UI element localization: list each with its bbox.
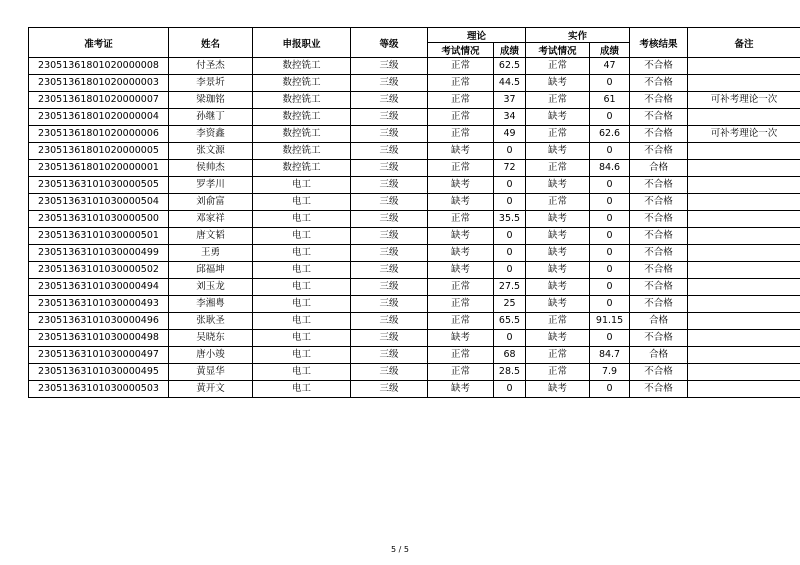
cell-theory-status: 缺考 bbox=[428, 330, 494, 347]
cell-remark bbox=[688, 177, 800, 194]
cell-practice-score: 0 bbox=[590, 211, 630, 228]
cell-name: 唐小竣 bbox=[169, 347, 253, 364]
cell-practice-score: 0 bbox=[590, 296, 630, 313]
cell-theory-score: 0 bbox=[494, 262, 526, 279]
header-level: 等级 bbox=[351, 28, 428, 58]
cell-theory-status: 正常 bbox=[428, 296, 494, 313]
cell-name: 孙继丁 bbox=[169, 109, 253, 126]
cell-remark bbox=[688, 279, 800, 296]
cell-id: 23051361801020000006 bbox=[29, 126, 169, 143]
cell-practice-score: 0 bbox=[590, 228, 630, 245]
cell-theory-score: 0 bbox=[494, 177, 526, 194]
cell-theory-score: 62.5 bbox=[494, 58, 526, 75]
cell-name: 刘玉龙 bbox=[169, 279, 253, 296]
table-row bbox=[29, 330, 800, 347]
cell-level: 三级 bbox=[351, 75, 428, 92]
cell-result: 不合格 bbox=[630, 245, 688, 262]
cell-name: 李湘粤 bbox=[169, 296, 253, 313]
cell-practice-score: 0 bbox=[590, 109, 630, 126]
table-row bbox=[29, 211, 800, 228]
cell-remark bbox=[688, 313, 800, 330]
table-row bbox=[29, 58, 800, 75]
cell-practice-status: 正常 bbox=[526, 58, 590, 75]
cell-theory-status: 缺考 bbox=[428, 228, 494, 245]
cell-level: 三级 bbox=[351, 347, 428, 364]
table-row bbox=[29, 194, 800, 211]
cell-practice-score: 0 bbox=[590, 245, 630, 262]
cell-result: 合格 bbox=[630, 160, 688, 177]
cell-practice-score: 61 bbox=[590, 92, 630, 109]
cell-occupation: 电工 bbox=[253, 228, 351, 245]
cell-theory-status: 正常 bbox=[428, 313, 494, 330]
cell-practice-status: 缺考 bbox=[526, 177, 590, 194]
cell-theory-status: 正常 bbox=[428, 160, 494, 177]
cell-result: 不合格 bbox=[630, 126, 688, 143]
cell-theory-status: 缺考 bbox=[428, 262, 494, 279]
cell-theory-status: 缺考 bbox=[428, 381, 494, 398]
cell-practice-score: 91.15 bbox=[590, 313, 630, 330]
cell-practice-score: 0 bbox=[590, 381, 630, 398]
cell-occupation: 电工 bbox=[253, 262, 351, 279]
cell-theory-score: 28.5 bbox=[494, 364, 526, 381]
cell-result: 不合格 bbox=[630, 381, 688, 398]
cell-practice-status: 缺考 bbox=[526, 143, 590, 160]
cell-level: 三级 bbox=[351, 296, 428, 313]
cell-occupation: 电工 bbox=[253, 381, 351, 398]
cell-practice-status: 缺考 bbox=[526, 279, 590, 296]
cell-name: 吴晓东 bbox=[169, 330, 253, 347]
table-row bbox=[29, 313, 800, 330]
cell-id: 23051361801020000008 bbox=[29, 58, 169, 75]
cell-practice-status: 缺考 bbox=[526, 296, 590, 313]
cell-remark bbox=[688, 347, 800, 364]
table-row bbox=[29, 364, 800, 381]
cell-practice-status: 缺考 bbox=[526, 109, 590, 126]
cell-theory-score: 0 bbox=[494, 143, 526, 160]
cell-occupation: 电工 bbox=[253, 364, 351, 381]
cell-level: 三级 bbox=[351, 143, 428, 160]
table-row bbox=[29, 296, 800, 313]
cell-level: 三级 bbox=[351, 58, 428, 75]
cell-name: 邱福坤 bbox=[169, 262, 253, 279]
cell-theory-score: 0 bbox=[494, 228, 526, 245]
cell-level: 三级 bbox=[351, 177, 428, 194]
cell-theory-score: 37 bbox=[494, 92, 526, 109]
cell-name: 张耿圣 bbox=[169, 313, 253, 330]
header-practice: 实作 bbox=[526, 28, 630, 43]
cell-practice-status: 正常 bbox=[526, 194, 590, 211]
cell-id: 23051363101030000498 bbox=[29, 330, 169, 347]
cell-remark bbox=[688, 262, 800, 279]
cell-level: 三级 bbox=[351, 262, 428, 279]
cell-id: 23051363101030000503 bbox=[29, 381, 169, 398]
table-row bbox=[29, 262, 800, 279]
cell-practice-score: 0 bbox=[590, 330, 630, 347]
table-row bbox=[29, 347, 800, 364]
cell-practice-status: 正常 bbox=[526, 364, 590, 381]
cell-occupation: 电工 bbox=[253, 211, 351, 228]
cell-practice-score: 0 bbox=[590, 194, 630, 211]
cell-occupation: 数控铣工 bbox=[253, 58, 351, 75]
cell-occupation: 数控铣工 bbox=[253, 126, 351, 143]
table-row bbox=[29, 75, 800, 92]
cell-name: 黄开文 bbox=[169, 381, 253, 398]
cell-remark bbox=[688, 194, 800, 211]
cell-result: 不合格 bbox=[630, 177, 688, 194]
cell-practice-status: 缺考 bbox=[526, 75, 590, 92]
cell-remark bbox=[688, 58, 800, 75]
cell-theory-status: 缺考 bbox=[428, 177, 494, 194]
cell-practice-status: 缺考 bbox=[526, 262, 590, 279]
cell-occupation: 电工 bbox=[253, 279, 351, 296]
cell-id: 23051363101030000505 bbox=[29, 177, 169, 194]
header-occupation: 申报职业 bbox=[253, 28, 351, 58]
cell-level: 三级 bbox=[351, 126, 428, 143]
cell-theory-score: 65.5 bbox=[494, 313, 526, 330]
cell-level: 三级 bbox=[351, 313, 428, 330]
cell-name: 李资鑫 bbox=[169, 126, 253, 143]
table-row bbox=[29, 126, 800, 143]
header-theory-status: 考试情况 bbox=[428, 43, 494, 58]
cell-theory-status: 缺考 bbox=[428, 143, 494, 160]
cell-theory-status: 正常 bbox=[428, 126, 494, 143]
cell-occupation: 电工 bbox=[253, 296, 351, 313]
cell-level: 三级 bbox=[351, 228, 428, 245]
header-name: 姓名 bbox=[169, 28, 253, 58]
cell-remark bbox=[688, 330, 800, 347]
cell-name: 付圣杰 bbox=[169, 58, 253, 75]
cell-id: 23051363101030000496 bbox=[29, 313, 169, 330]
cell-theory-score: 44.5 bbox=[494, 75, 526, 92]
cell-id: 23051363101030000500 bbox=[29, 211, 169, 228]
cell-remark bbox=[688, 245, 800, 262]
table-row bbox=[29, 177, 800, 194]
table-row bbox=[29, 143, 800, 160]
cell-result: 不合格 bbox=[630, 279, 688, 296]
cell-theory-status: 正常 bbox=[428, 58, 494, 75]
cell-theory-status: 正常 bbox=[428, 211, 494, 228]
cell-id: 23051363101030000499 bbox=[29, 245, 169, 262]
cell-practice-status: 正常 bbox=[526, 160, 590, 177]
table-row bbox=[29, 245, 800, 262]
cell-remark bbox=[688, 75, 800, 92]
cell-occupation: 电工 bbox=[253, 313, 351, 330]
cell-id: 23051361801020000004 bbox=[29, 109, 169, 126]
cell-remark bbox=[688, 109, 800, 126]
cell-theory-score: 25 bbox=[494, 296, 526, 313]
cell-result: 不合格 bbox=[630, 109, 688, 126]
cell-theory-score: 35.5 bbox=[494, 211, 526, 228]
cell-practice-status: 缺考 bbox=[526, 211, 590, 228]
cell-theory-score: 0 bbox=[494, 330, 526, 347]
cell-remark bbox=[688, 143, 800, 160]
cell-result: 不合格 bbox=[630, 262, 688, 279]
results-table bbox=[28, 27, 800, 398]
cell-practice-score: 62.6 bbox=[590, 126, 630, 143]
cell-id: 23051363101030000501 bbox=[29, 228, 169, 245]
table-row bbox=[29, 381, 800, 398]
cell-occupation: 数控铣工 bbox=[253, 92, 351, 109]
cell-theory-score: 34 bbox=[494, 109, 526, 126]
cell-theory-score: 49 bbox=[494, 126, 526, 143]
cell-practice-status: 缺考 bbox=[526, 245, 590, 262]
cell-theory-score: 0 bbox=[494, 245, 526, 262]
cell-result: 不合格 bbox=[630, 194, 688, 211]
cell-level: 三级 bbox=[351, 109, 428, 126]
cell-occupation: 电工 bbox=[253, 330, 351, 347]
cell-id: 23051363101030000504 bbox=[29, 194, 169, 211]
cell-name: 黄显华 bbox=[169, 364, 253, 381]
table-row bbox=[29, 228, 800, 245]
cell-level: 三级 bbox=[351, 279, 428, 296]
cell-theory-status: 缺考 bbox=[428, 245, 494, 262]
cell-remark bbox=[688, 364, 800, 381]
cell-result: 合格 bbox=[630, 347, 688, 364]
cell-id: 23051363101030000494 bbox=[29, 279, 169, 296]
cell-id: 23051363101030000493 bbox=[29, 296, 169, 313]
cell-theory-status: 缺考 bbox=[428, 194, 494, 211]
cell-id: 23051363101030000495 bbox=[29, 364, 169, 381]
cell-id: 23051363101030000497 bbox=[29, 347, 169, 364]
cell-practice-status: 正常 bbox=[526, 313, 590, 330]
cell-name: 梁珈铭 bbox=[169, 92, 253, 109]
cell-remark bbox=[688, 228, 800, 245]
cell-id: 23051361801020000003 bbox=[29, 75, 169, 92]
cell-occupation: 电工 bbox=[253, 177, 351, 194]
cell-result: 不合格 bbox=[630, 211, 688, 228]
cell-level: 三级 bbox=[351, 160, 428, 177]
cell-result: 不合格 bbox=[630, 92, 688, 109]
header-remark: 备注 bbox=[688, 28, 800, 58]
cell-practice-score: 84.6 bbox=[590, 160, 630, 177]
cell-practice-score: 0 bbox=[590, 177, 630, 194]
table-row bbox=[29, 109, 800, 126]
cell-remark bbox=[688, 296, 800, 313]
cell-occupation: 电工 bbox=[253, 194, 351, 211]
cell-result: 不合格 bbox=[630, 75, 688, 92]
cell-name: 邓家祥 bbox=[169, 211, 253, 228]
cell-name: 张文源 bbox=[169, 143, 253, 160]
cell-practice-score: 84.7 bbox=[590, 347, 630, 364]
cell-id: 23051361801020000005 bbox=[29, 143, 169, 160]
cell-practice-status: 正常 bbox=[526, 347, 590, 364]
cell-level: 三级 bbox=[351, 245, 428, 262]
cell-practice-score: 7.9 bbox=[590, 364, 630, 381]
cell-theory-score: 0 bbox=[494, 194, 526, 211]
cell-occupation: 数控铣工 bbox=[253, 143, 351, 160]
cell-remark bbox=[688, 160, 800, 177]
cell-practice-score: 0 bbox=[590, 262, 630, 279]
header-practice-score: 成绩 bbox=[590, 43, 630, 58]
cell-theory-status: 正常 bbox=[428, 347, 494, 364]
header-id: 准考证 bbox=[29, 28, 169, 58]
page-number: 5 / 5 bbox=[391, 545, 409, 554]
cell-result: 不合格 bbox=[630, 143, 688, 160]
header-practice-status: 考试情况 bbox=[526, 43, 590, 58]
cell-result: 合格 bbox=[630, 313, 688, 330]
header-theory: 理论 bbox=[428, 28, 526, 43]
cell-occupation: 数控铣工 bbox=[253, 160, 351, 177]
cell-remark bbox=[688, 381, 800, 398]
cell-practice-status: 正常 bbox=[526, 126, 590, 143]
cell-result: 不合格 bbox=[630, 296, 688, 313]
cell-theory-status: 正常 bbox=[428, 279, 494, 296]
cell-theory-status: 正常 bbox=[428, 109, 494, 126]
cell-level: 三级 bbox=[351, 330, 428, 347]
cell-name: 罗孝川 bbox=[169, 177, 253, 194]
cell-occupation: 数控铣工 bbox=[253, 109, 351, 126]
cell-occupation: 电工 bbox=[253, 245, 351, 262]
cell-level: 三级 bbox=[351, 92, 428, 109]
cell-theory-score: 0 bbox=[494, 381, 526, 398]
cell-name: 唐文韬 bbox=[169, 228, 253, 245]
cell-theory-status: 正常 bbox=[428, 92, 494, 109]
cell-practice-score: 0 bbox=[590, 75, 630, 92]
header-result: 考核结果 bbox=[630, 28, 688, 58]
cell-id: 23051363101030000502 bbox=[29, 262, 169, 279]
cell-practice-score: 0 bbox=[590, 143, 630, 160]
cell-result: 不合格 bbox=[630, 364, 688, 381]
cell-remark bbox=[688, 211, 800, 228]
table-row bbox=[29, 279, 800, 296]
cell-name: 侯帅杰 bbox=[169, 160, 253, 177]
cell-result: 不合格 bbox=[630, 58, 688, 75]
cell-name: 刘俞富 bbox=[169, 194, 253, 211]
cell-practice-status: 缺考 bbox=[526, 228, 590, 245]
cell-practice-status: 缺考 bbox=[526, 381, 590, 398]
cell-theory-score: 72 bbox=[494, 160, 526, 177]
cell-id: 23051361801020000001 bbox=[29, 160, 169, 177]
cell-id: 23051361801020000007 bbox=[29, 92, 169, 109]
cell-remark: 可补考理论一次 bbox=[688, 126, 800, 143]
cell-name: 李景圻 bbox=[169, 75, 253, 92]
cell-level: 三级 bbox=[351, 364, 428, 381]
cell-theory-status: 正常 bbox=[428, 75, 494, 92]
cell-occupation: 电工 bbox=[253, 347, 351, 364]
cell-theory-score: 27.5 bbox=[494, 279, 526, 296]
cell-name: 王勇 bbox=[169, 245, 253, 262]
cell-practice-score: 47 bbox=[590, 58, 630, 75]
cell-practice-status: 正常 bbox=[526, 92, 590, 109]
cell-theory-status: 正常 bbox=[428, 364, 494, 381]
header-theory-score: 成绩 bbox=[494, 43, 526, 58]
cell-level: 三级 bbox=[351, 381, 428, 398]
cell-theory-score: 68 bbox=[494, 347, 526, 364]
cell-practice-score: 0 bbox=[590, 279, 630, 296]
cell-level: 三级 bbox=[351, 211, 428, 228]
table-row bbox=[29, 92, 800, 109]
table-body bbox=[29, 58, 800, 398]
cell-remark: 可补考理论一次 bbox=[688, 92, 800, 109]
cell-level: 三级 bbox=[351, 194, 428, 211]
cell-result: 不合格 bbox=[630, 330, 688, 347]
cell-result: 不合格 bbox=[630, 228, 688, 245]
cell-practice-status: 缺考 bbox=[526, 330, 590, 347]
table-row bbox=[29, 160, 800, 177]
cell-occupation: 数控铣工 bbox=[253, 75, 351, 92]
